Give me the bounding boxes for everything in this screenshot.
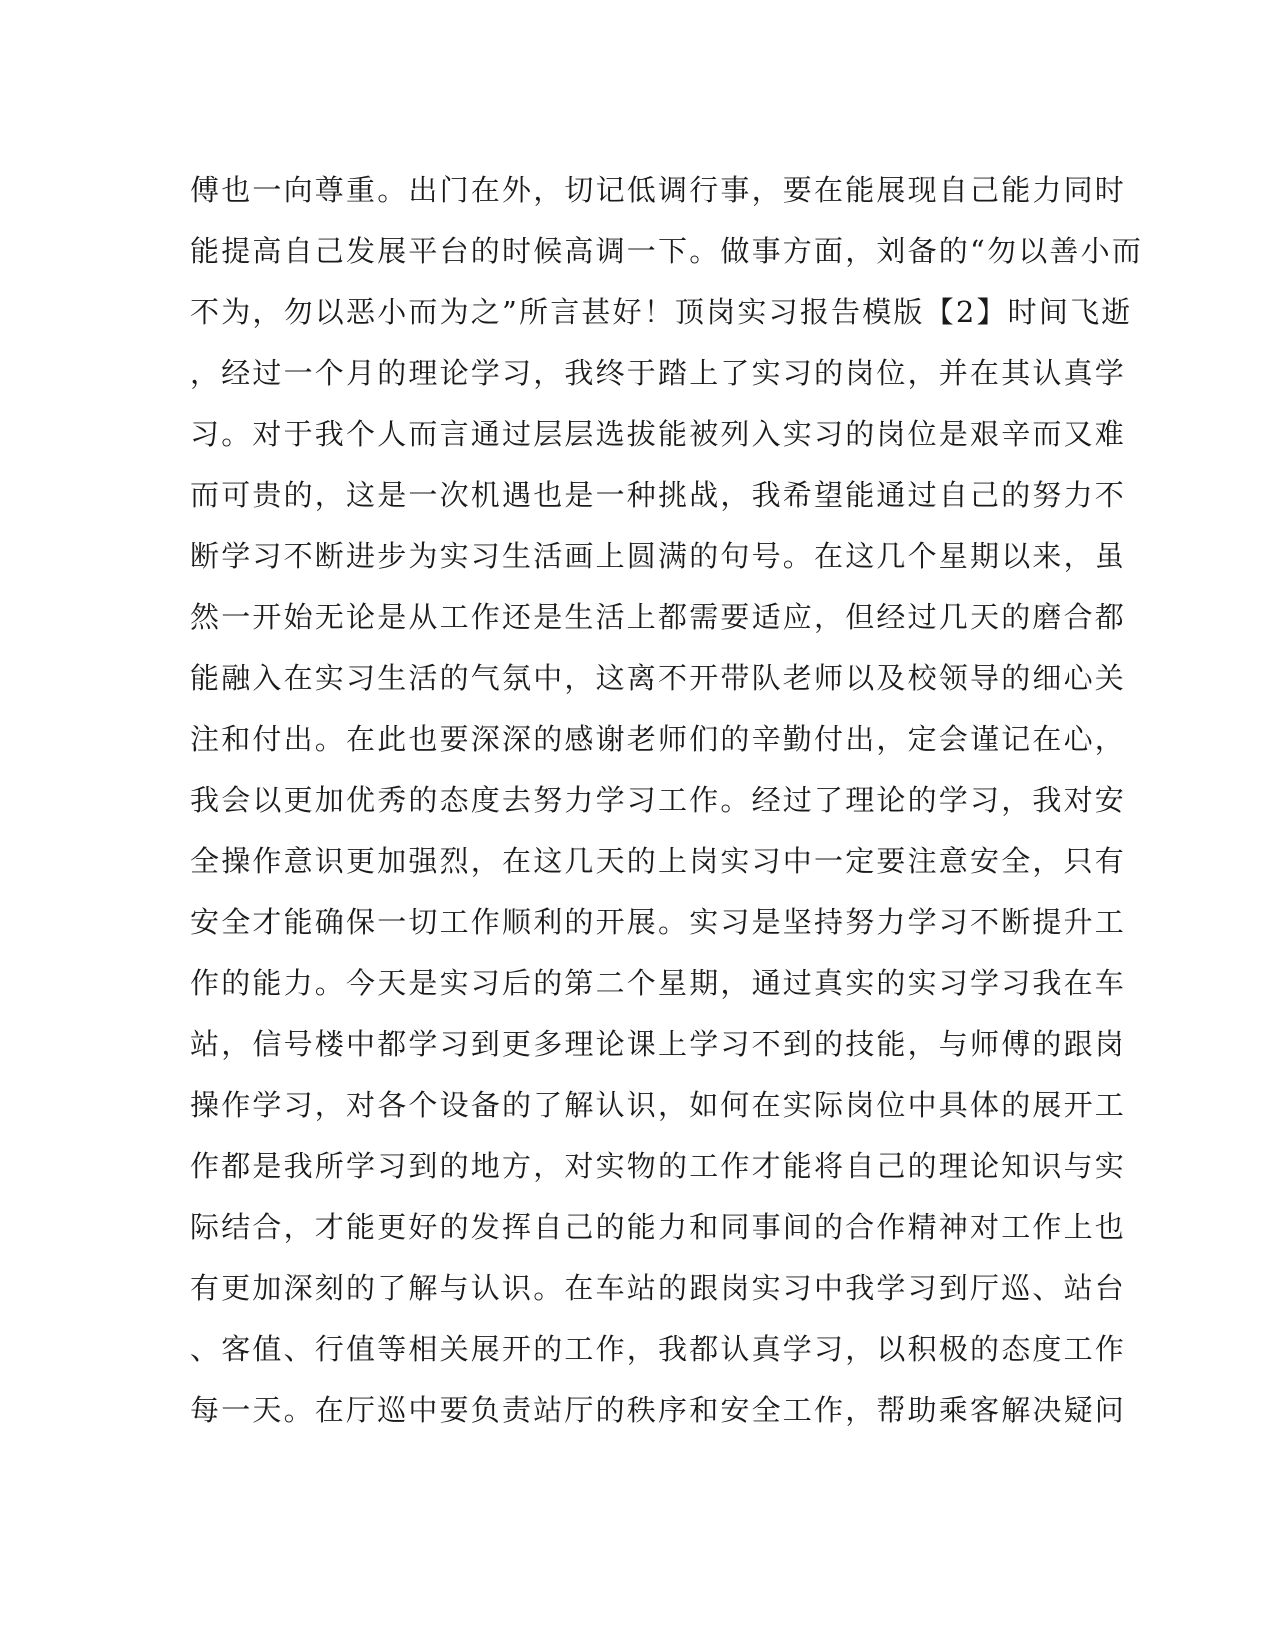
body-text — [190, 160, 1144, 1441]
text-line: 断学习不断进步为实习生活画上圆满的句号。在这几个星期以来，虽 — [190, 539, 1127, 573]
text-line: 我会以更加优秀的态度去努力学习工作。经过了理论的学习，我对安 — [190, 783, 1127, 817]
text-line: 操作学习，对各个设备的了解认识，如何在实际岗位中具体的展开工 — [190, 1088, 1127, 1122]
text-line: 能提高自己发展平台的时候高调一下。做事方面，刘备的“勿以善小而 — [190, 234, 1144, 268]
text-line: 、客值、行值等相关展开的工作，我都认真学习，以积极的态度工作 — [190, 1332, 1127, 1366]
text-line: 安全才能确保一切工作顺利的开展。实习是坚持努力学习不断提升工 — [190, 905, 1127, 939]
text-line: 全操作意识更加强烈，在这几天的上岗实习中一定要注意安全，只有 — [190, 844, 1127, 878]
text-line: 能融入在实习生活的气氛中，这离不开带队老师以及校领导的细心关 — [190, 661, 1127, 695]
text-line: 有更加深刻的了解与认识。在车站的跟岗实习中我学习到厅巡、站台 — [190, 1271, 1127, 1305]
text-line: 际结合，才能更好的发挥自己的能力和同事间的合作精神对工作上也 — [190, 1210, 1127, 1244]
text-line: 作都是我所学习到的地方，对实物的工作才能将自己的理论知识与实 — [190, 1149, 1127, 1183]
text-line: 然一开始无论是从工作还是生活上都需要适应，但经过几天的磨合都 — [190, 600, 1127, 634]
text-line: 不为，勿以恶小而为之”所言甚好！顶岗实习报告模版【2】时间飞逝 — [190, 295, 1133, 329]
text-line: 而可贵的，这是一次机遇也是一种挑战，我希望能通过自己的努力不 — [190, 478, 1127, 512]
text-line: 习。对于我个人而言通过层层选拔能被列入实习的岗位是艰辛而又难 — [190, 417, 1127, 451]
text-line: 站，信号楼中都学习到更多理论课上学习不到的技能，与师傅的跟岗 — [190, 1027, 1127, 1061]
text-line: 每一天。在厅巡中要负责站厅的秩序和安全工作，帮助乘客解决疑问 — [190, 1393, 1127, 1427]
text-line: 作的能力。今天是实习后的第二个星期，通过真实的实习学习我在车 — [190, 966, 1127, 1000]
text-line: ，经过一个月的理论学习，我终于踏上了实习的岗位，并在其认真学 — [190, 356, 1127, 390]
text-line: 傅也一向尊重。出门在外，切记低调行事，要在能展现自己能力同时 — [190, 173, 1127, 207]
text-line: 注和付出。在此也要深深的感谢老师们的辛勤付出，定会谨记在心， — [190, 722, 1127, 756]
